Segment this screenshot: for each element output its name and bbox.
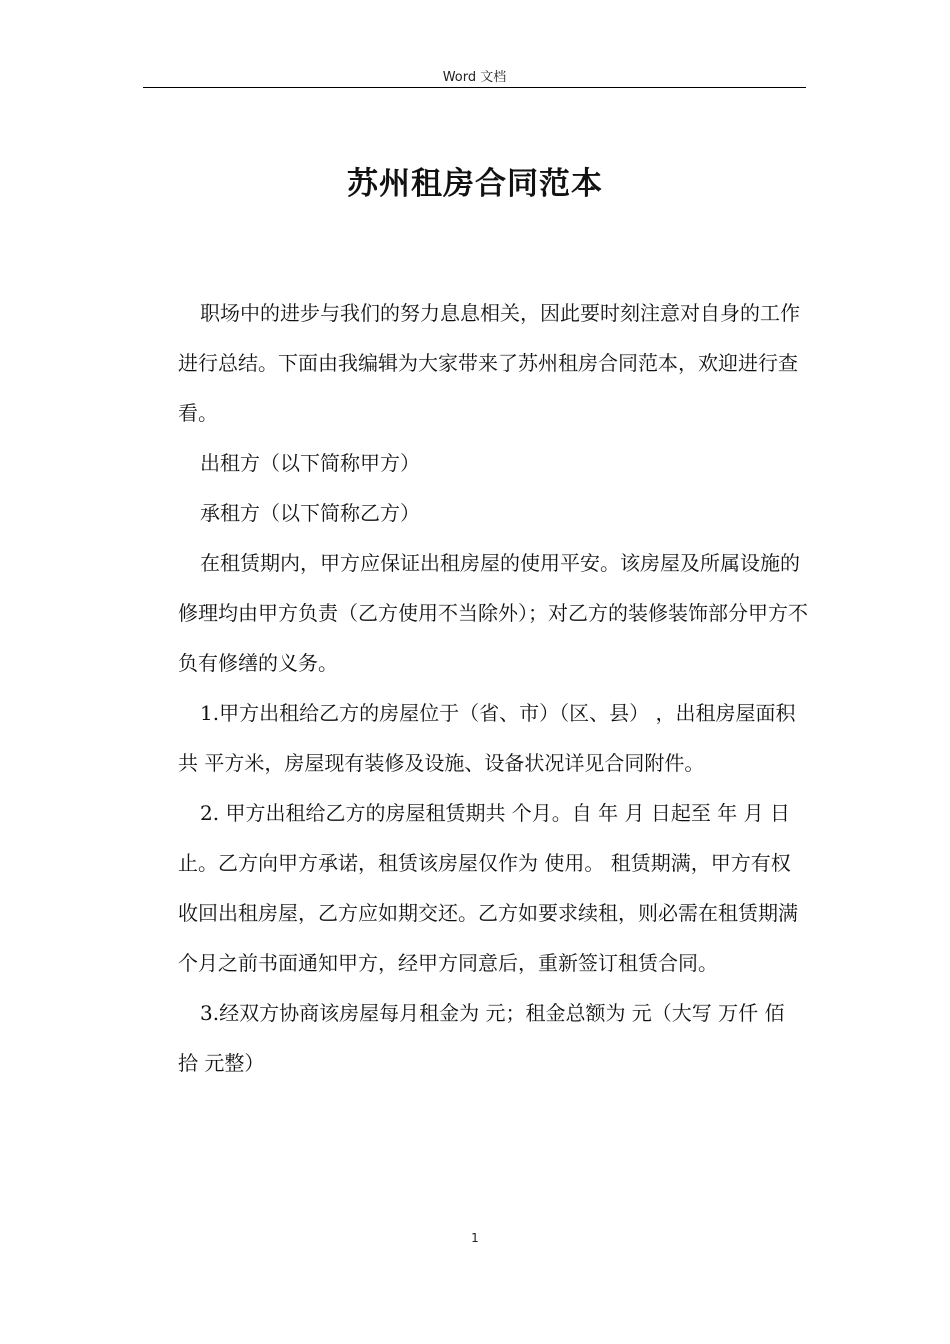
clause-2: 2. 甲方出租给乙方的房屋租赁期共 个月。自 年 月 日起至 年 月 日止。乙方向甲方承诺，租赁该房屋仅作为 使用。 租赁期满，甲方有权收回出租房屋，乙方应如期交还。乙方如要求续租，则必需在租赁期满个月之前书面通知甲方，经甲方同意后，重新签订租赁合同。 <box>178 801 798 975</box>
lessor-line: 出租方（以下简称甲方） <box>200 451 420 475</box>
document-title: 苏州租房合同范本 <box>347 166 603 202</box>
page-number: 1 <box>471 1231 479 1245</box>
clause-3: 3.经双方协商该房屋每月租金为 元；租金总额为 元（大写 万仟 佰 拾 元整） <box>178 1001 785 1075</box>
lessee-line: 承租方（以下简称乙方） <box>200 501 420 525</box>
header-divider <box>143 87 806 88</box>
document-body <box>178 288 808 1088</box>
intro-paragraph: 职场中的进步与我们的努力息息相关，因此要时刻注意对自身的工作进行总结。下面由我编辑为大家带来了苏州租房合同范本，欢迎进行查看。 <box>178 301 800 425</box>
clause-1: 1.甲方出租给乙方的房屋位于（省、市）（区、县） ，出租房屋面积共 平方米，房屋现有装修及设施、设备状况详见合同附件。 <box>178 701 796 775</box>
page-header: Word 文档 <box>442 70 507 85</box>
maintenance-paragraph: 在租赁期内，甲方应保证出租房屋的使用平安。该房屋及所属设施的修理均由甲方负责（乙方使用不当除外）；对乙方的装修装饰部分甲方不负有修缮的义务。 <box>178 551 808 675</box>
